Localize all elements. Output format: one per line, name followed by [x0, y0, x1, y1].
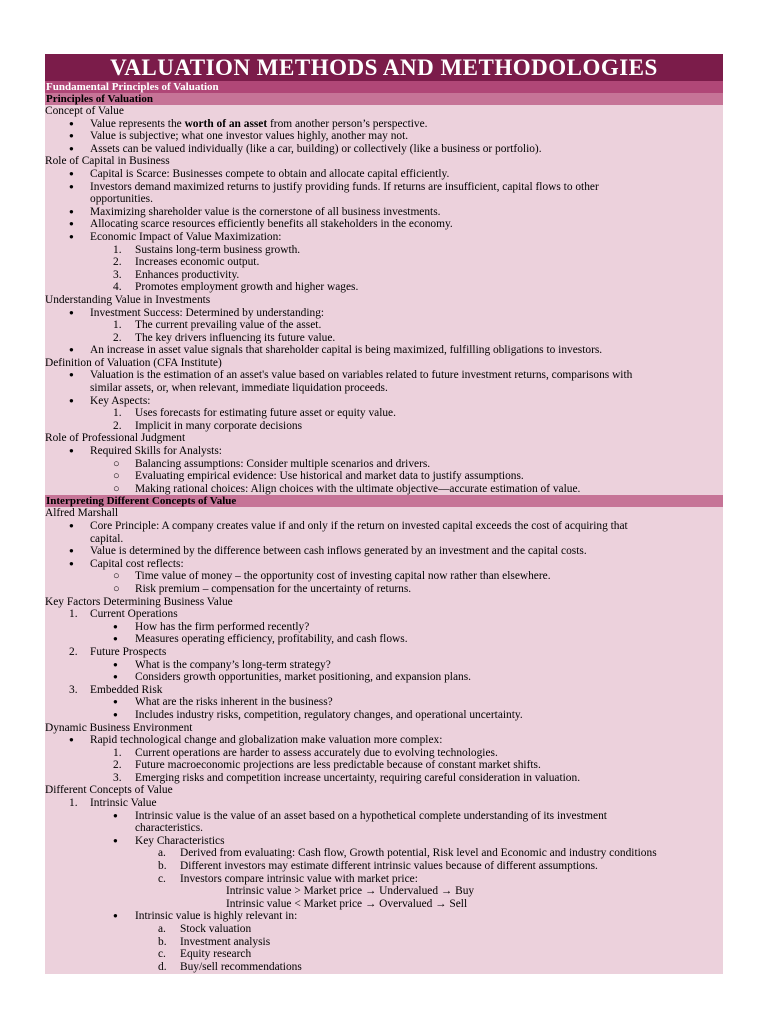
line-text: Measures operating efficiency, profitability, and cash flows.	[135, 633, 408, 646]
bullet-marker: ●	[69, 231, 74, 241]
line-text: Implicit in many corporate decisions	[135, 419, 303, 432]
text-line	[45, 332, 723, 345]
text-line	[45, 646, 723, 659]
list-number: b.	[158, 860, 167, 873]
bullet-marker: ●	[113, 672, 118, 682]
line-text: Includes industry risks, competition, regulatory changes, and operational uncertainty.	[135, 708, 523, 721]
text-line	[45, 269, 723, 282]
bullet-marker: ●	[69, 219, 74, 229]
line-text: Different Concepts of Value	[45, 784, 173, 797]
line-text: Equity research	[180, 948, 252, 961]
text-line	[45, 961, 723, 974]
text-line	[45, 294, 723, 307]
text-line	[45, 709, 723, 722]
text-line	[45, 357, 723, 370]
line-text: What is the company’s long-term strategy?	[135, 658, 331, 671]
line-text: Investment Success: Determined by understanding:	[90, 306, 325, 319]
line-text: Economic Impact of Value Maximization:	[90, 230, 282, 243]
list-number: c.	[158, 948, 166, 961]
line-text: Required Skills for Analysts:	[90, 445, 222, 458]
line-text: Future Prospects	[90, 645, 167, 658]
line-text: Rapid technological change and globalization make valuation more complex:	[90, 734, 443, 747]
bullet-marker: ●	[69, 307, 74, 317]
text-line	[45, 470, 723, 483]
line-text: Core Principle: A company creates value if and only if the return on invested capital exceeds the cost of acquiring that	[90, 520, 628, 532]
line-text: Valuation is the estimation of an asset's value based on variables related to future investment returns, comparisons with	[90, 369, 633, 382]
line-text: Emerging risks and competition increase uncertainty, requiring careful consideration in valuation.	[135, 771, 581, 784]
list-number: 4.	[113, 281, 122, 294]
line-text: Value is determined by the difference between cash inflows generated by an investment and the capital costs.	[90, 545, 587, 558]
list-number: d.	[158, 960, 167, 973]
line-text: Derived from evaluating: Cash flow, Growth potential, Risk level and Economic and industry conditions	[180, 847, 657, 860]
text-line	[45, 621, 723, 634]
text-line	[45, 520, 723, 533]
text-line	[45, 633, 723, 646]
text-line	[45, 483, 723, 496]
line-text: characteristics.	[135, 822, 203, 835]
bullet-marker: ●	[69, 521, 74, 530]
line-text: How has the firm performed recently?	[135, 620, 310, 633]
bullet-marker: ●	[69, 143, 74, 153]
text-line	[45, 206, 723, 219]
line-text: Making rational choices: Align choices with the ultimate objective—accurate estimation of value.	[135, 482, 581, 495]
line-text: An increase in asset value signals that shareholder capital is being maximized, fulfilling obligations to investors.	[90, 344, 603, 357]
document-page	[45, 54, 723, 974]
text-line	[45, 784, 723, 797]
list-number: a.	[158, 847, 166, 860]
text-line	[45, 507, 723, 520]
text-line	[45, 407, 723, 420]
bullet-marker: ○	[113, 582, 120, 595]
line-text: Promotes employment growth and higher wages.	[135, 281, 359, 294]
text-line	[45, 432, 723, 445]
list-number: 2.	[113, 256, 122, 269]
text-line	[45, 168, 723, 181]
line-text: Intrinsic Value	[90, 797, 157, 810]
line-text: Investors demand maximized returns to justify providing funds. If returns are insufficient, capital flows to other	[90, 180, 599, 193]
bullet-marker: ○	[113, 457, 120, 470]
section-heading-interpreting: Interpreting Different Concepts of Value	[45, 495, 723, 507]
text-line	[45, 898, 723, 911]
text-line	[45, 256, 723, 269]
text-line	[45, 873, 723, 886]
bullet-marker: ●	[69, 446, 74, 456]
line-text: Concept of Value	[45, 105, 124, 117]
line-text: Value is subjective; what one investor values highly, another may not.	[90, 130, 409, 143]
text-line	[45, 105, 723, 118]
list-number: 2.	[113, 419, 122, 432]
list-number: 1.	[69, 608, 78, 621]
line-text: Investment analysis	[180, 935, 271, 948]
text-line	[45, 596, 723, 609]
list-number: 3.	[69, 683, 78, 696]
bullet-marker: ●	[113, 697, 118, 707]
text-line	[45, 822, 723, 835]
text-line	[45, 533, 723, 546]
text-line	[45, 860, 723, 873]
line-text: similar assets, or, when relevant, immediate liquidation proceeds.	[90, 382, 388, 395]
text-line	[45, 835, 723, 848]
bullet-marker: ●	[69, 395, 74, 405]
list-number: 1.	[113, 243, 122, 256]
text-line	[45, 810, 723, 823]
bullet-marker: ●	[113, 659, 118, 669]
list-number: 1.	[113, 407, 122, 420]
text-line	[45, 722, 723, 735]
bullet-marker: ●	[69, 546, 74, 556]
text-line	[45, 118, 723, 131]
bullet-marker: ●	[69, 558, 74, 568]
line-text: Uses forecasts for estimating future asset or equity value.	[135, 407, 396, 420]
line-text: Allocating scarce resources efficiently benefits all stakeholders in the economy.	[90, 218, 453, 231]
line-text: Embedded Risk	[90, 683, 163, 696]
text-line	[45, 130, 723, 143]
bullet-marker: ●	[69, 181, 74, 191]
text-line	[45, 458, 723, 471]
line-text: Increases economic output.	[135, 256, 260, 269]
text-line	[45, 193, 723, 206]
document-title: VALUATION METHODS AND METHODOLOGIES	[45, 54, 723, 81]
line-text: Definition of Valuation (CFA Institute)	[45, 356, 222, 369]
line-text: opportunities.	[90, 193, 153, 206]
line-text: Current Operations	[90, 608, 178, 621]
bullet-marker: ●	[69, 131, 74, 141]
list-number: a.	[158, 923, 166, 935]
text-line	[45, 583, 723, 596]
list-number: 2.	[113, 331, 122, 344]
section-heading-fundamental: Fundamental Principles of Valuation	[45, 81, 723, 93]
text-line	[45, 910, 723, 923]
line-text: Evaluating empirical evidence: Use historical and market data to justify assumptions.	[135, 470, 524, 483]
line-text: Capital is Scarce: Businesses compete to obtain and allocate capital efficiently.	[90, 167, 450, 180]
text-line	[45, 608, 723, 621]
bullet-marker: ●	[113, 621, 118, 631]
line-text: Risk premium – compensation for the uncertainty of returns.	[135, 582, 412, 595]
text-line	[45, 445, 723, 458]
line-text: Key Characteristics	[135, 834, 225, 847]
line-text: The current prevailing value of the asset.	[135, 319, 322, 332]
line-text: Future macroeconomic projections are less predictable because of constant market shifts.	[135, 759, 541, 772]
line-text: Understanding Value in Investments	[45, 293, 211, 306]
bullet-marker: ●	[69, 345, 74, 355]
text-line	[45, 759, 723, 772]
text-line	[45, 948, 723, 961]
line-text: Role of Capital in Business	[45, 155, 170, 168]
text-line	[45, 772, 723, 785]
line-text: Maximizing shareholder value is the cornerstone of all business investments.	[90, 205, 441, 218]
text-line	[45, 420, 723, 433]
line-text: Intrinsic value is highly relevant in:	[135, 910, 298, 923]
line-text: Key Aspects:	[90, 394, 151, 407]
bullet-marker: ○	[113, 470, 120, 483]
text-line	[45, 936, 723, 949]
list-number: b.	[158, 935, 167, 948]
bullet-marker: ○	[113, 570, 120, 583]
bullet-marker: ●	[69, 206, 74, 216]
text-line	[45, 319, 723, 332]
bullet-marker: ●	[69, 735, 74, 745]
line-text: Role of Professional Judgment	[45, 432, 186, 445]
bullet-marker: ●	[113, 709, 118, 719]
bullet-marker: ○	[113, 482, 120, 495]
line-text: Different investors may estimate different intrinsic values because of different assumptions.	[180, 860, 598, 873]
bullet-marker: ●	[113, 911, 118, 921]
line-text: Value represents the worth of an asset from another person’s perspective.	[90, 117, 428, 130]
text-line	[45, 659, 723, 672]
text-line	[45, 231, 723, 244]
line-text: Intrinsic value > Market price → Undervalued → Buy	[226, 885, 475, 898]
line-text: Enhances productivity.	[135, 268, 240, 281]
line-text: Dynamic Business Environment	[45, 721, 193, 734]
text-line	[45, 671, 723, 684]
line-text: Balancing assumptions: Consider multiple scenarios and drivers.	[135, 457, 431, 470]
text-line	[45, 684, 723, 697]
list-number: 1.	[113, 746, 122, 759]
text-line	[45, 143, 723, 156]
list-number: 3.	[113, 268, 122, 281]
text-line	[45, 558, 723, 571]
line-text: What are the risks inherent in the business?	[135, 696, 333, 709]
list-number: 2.	[113, 759, 122, 772]
bullet-marker: ●	[113, 835, 118, 845]
text-line	[45, 307, 723, 320]
list-number: 2.	[69, 645, 78, 658]
text-line	[45, 155, 723, 168]
line-text: The key drivers influencing its future value.	[135, 331, 336, 344]
line-text: Buy/sell recommendations	[180, 960, 302, 973]
text-line	[45, 923, 723, 936]
line-text: Considers growth opportunities, market positioning, and expansion plans.	[135, 671, 471, 684]
text-line	[45, 218, 723, 231]
list-number: c.	[158, 872, 166, 885]
text-line	[45, 747, 723, 760]
text-line	[45, 369, 723, 382]
text-line	[45, 395, 723, 408]
bullet-marker: ●	[113, 810, 118, 820]
principles-content	[45, 105, 723, 495]
text-line	[45, 847, 723, 860]
list-number: 1.	[113, 319, 122, 332]
line-text: capital.	[90, 532, 124, 545]
line-text: Investors compare intrinsic value with market price:	[180, 872, 418, 885]
text-line	[45, 344, 723, 357]
bullet-marker: ●	[69, 118, 74, 128]
list-number: 1.	[69, 797, 78, 810]
text-line	[45, 885, 723, 898]
line-text: Current operations are harder to assess accurately due to evolving technologies.	[135, 746, 498, 759]
text-line	[45, 545, 723, 558]
section-heading-principles: Principles of Valuation	[45, 93, 723, 105]
line-text: Assets can be valued individually (like a car, building) or collectively (like a business or portfolio).	[90, 142, 542, 155]
text-line	[45, 696, 723, 709]
line-text: Time value of money – the opportunity cost of investing capital now rather than elsewhere.	[135, 570, 551, 583]
text-line	[45, 281, 723, 294]
line-text: Alfred Marshall	[45, 507, 119, 520]
text-line	[45, 570, 723, 583]
text-line	[45, 181, 723, 194]
text-line	[45, 734, 723, 747]
list-number: 3.	[113, 771, 122, 784]
line-text: Stock valuation	[180, 923, 252, 935]
interpreting-content	[45, 507, 723, 973]
bullet-marker: ●	[69, 370, 74, 380]
bullet-marker: ●	[113, 634, 118, 644]
text-line	[45, 244, 723, 257]
line-text: Key Factors Determining Business Value	[45, 595, 233, 608]
text-line	[45, 797, 723, 810]
line-text: Intrinsic value is the value of an asset based on a hypothetical complete understanding of its investment	[135, 809, 607, 822]
line-text: Sustains long-term business growth.	[135, 243, 301, 256]
bullet-marker: ●	[69, 168, 74, 178]
line-text: Capital cost reflects:	[90, 557, 184, 570]
line-text: Intrinsic value < Market price → Overvalued → Sell	[226, 897, 468, 910]
text-line	[45, 382, 723, 395]
